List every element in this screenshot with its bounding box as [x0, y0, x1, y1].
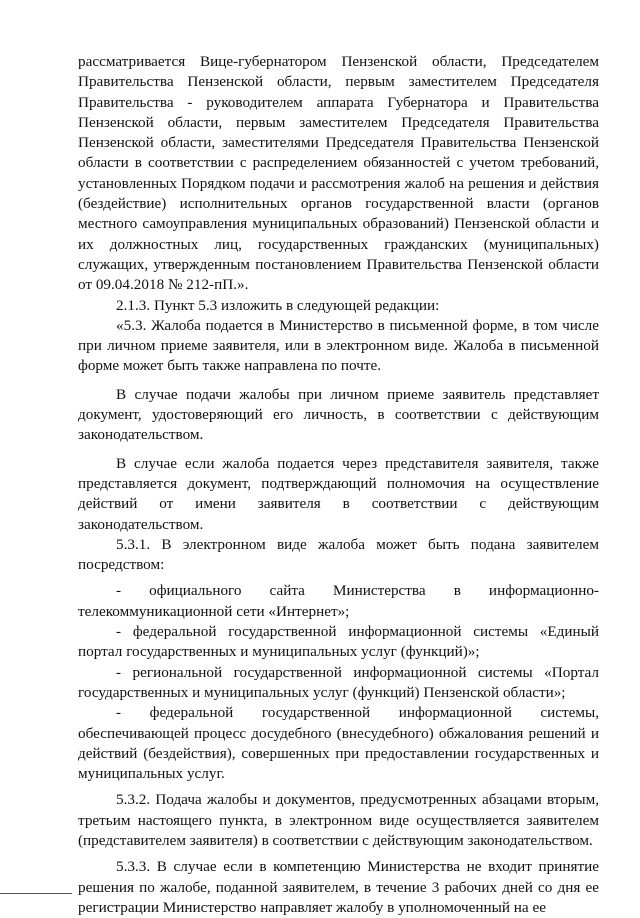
list-item-appeal-system: - федеральной государственной информационной системы, обеспечивающей процесс досудебного (внесудебного) обжалования решений и действий (бездействия), совершенных при предоставлении государственных и муниципальных услуг.: [78, 704, 599, 783]
list-item-regional-portal: - региональной государственной информационной системы «Портал государственных и муниципальных услуг (функций) Пензенской области»;: [78, 663, 599, 701]
paragraph-2-1-3: 2.1.3. Пункт 5.3 изложить в следующей редакции:: [116, 296, 440, 314]
list-item-federal-portal: - федеральной государственной информационной системы «Единый портал государственных и муниципальных услуг (функций)»;: [78, 623, 599, 661]
paragraph-representative: В случае если жалоба подается через представителя заявителя, также представляется документ, подтверждающий полномочия на осуществление действий от имени заявителя в соответствии с действующим законодательством.: [78, 454, 599, 533]
footnote-rule: [0, 893, 72, 894]
paragraph-5-3-2: 5.3.2. Подача жалобы и документов, предусмотренных абзацами вторым, третьим настоящего пункта, в электронном виде осуществляется заявителем (представителем заявителя) в соответствии с действующим законодательством.: [78, 791, 599, 849]
paragraph-personal-reception: В случае подачи жалобы при личном приеме заявитель представляет документ, удостоверяющий его личность, в соответствии с действующим законодательством.: [78, 385, 599, 444]
document-page: [78, 52, 599, 918]
list-item-official-site: - официального сайта Министерства в информационно-телекоммуникационной сети «Интернет»;: [78, 582, 599, 620]
paragraph-5-3-1: 5.3.1. В электронном виде жалоба может быть подана заявителем посредством:: [78, 535, 599, 574]
paragraph-5-3-3: 5.3.3. В случае если в компетенцию Министерства не входит принятие решения по жалобе, поданной заявителем, в течение 3 рабочих дней со дня ее регистрации Министерство направляет жалобу в уполномоченный на ее: [78, 858, 599, 916]
paragraph-intro: рассматривается Вице-губернатором Пензенской области, Председателем Правительства Пензенской области, первым заместителем Председателя Правительства - руководителем аппарата Губернатора и Правительства Пензенской области, первым заместителем Председателя Правительства Пензенской области, заместителями Председателя Правительства Пензенской области в соответствии с распределением обязанностей с учетом требований, установленных Порядком подачи и рассмотрения жалоб на решения и действия (бездействие) исполнительных органов государственной власти (органов местного самоуправления муниципальных образований) Пензенской области и их должностных лиц, государственных гражданских (муниципальных) служащих, утвержденным постановлением Правительства Пензенской области от 09.04.2018 № 212-пП.».: [78, 53, 599, 294]
paragraph-5-3: «5.3. Жалоба подается в Министерство в письменной форме, в том числе при личном приеме заявителя, или в электронном виде. Жалоба в письменной форме может быть также направлена по почте.: [78, 316, 599, 375]
